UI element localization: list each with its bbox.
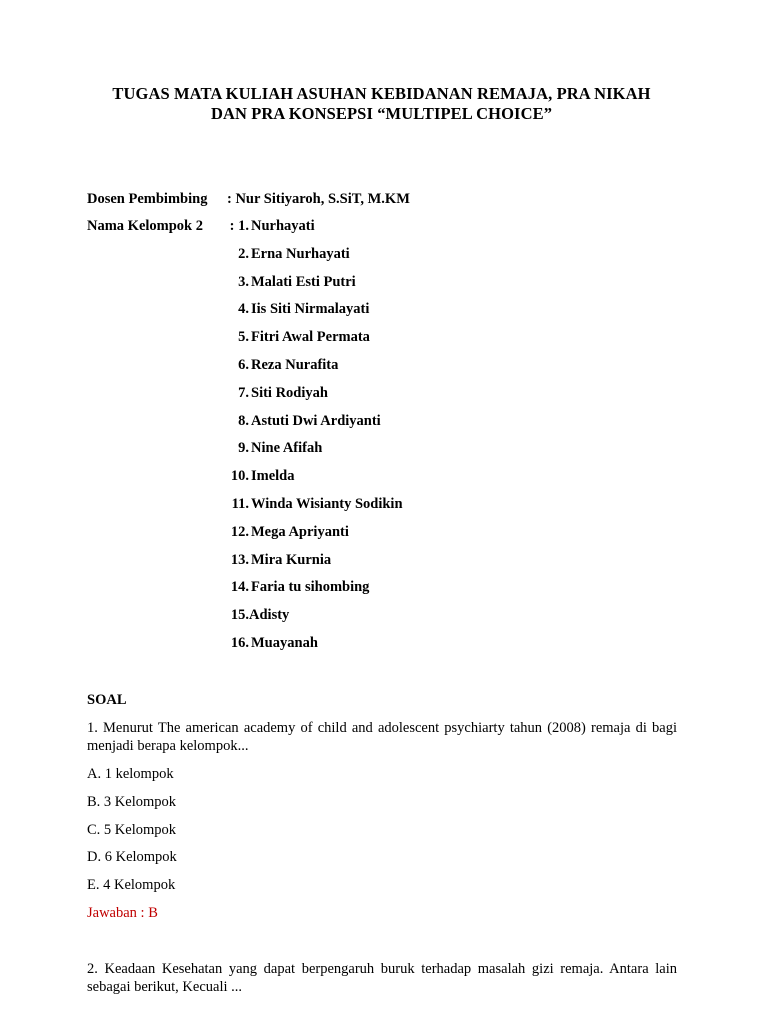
member-name: Nine Afifah bbox=[251, 440, 323, 457]
question-2-text: 2. Keadaan Kesehatan yang dapat berpengaruh buruk terhadap masalah gizi remaja. Antara lain sebagai berikut, Kecuali ... bbox=[87, 961, 677, 995]
member-number: 9. bbox=[238, 440, 249, 457]
question-1-option-d: D. 6 Kelompok bbox=[87, 849, 177, 865]
member-number: 3. bbox=[238, 273, 249, 290]
member-name: Faria tu sihombing bbox=[251, 579, 370, 596]
member-item bbox=[225, 328, 403, 356]
member-name: Muayanah bbox=[251, 634, 318, 651]
member-item bbox=[201, 217, 403, 245]
member-number: 5. bbox=[238, 329, 249, 346]
member-number: 8. bbox=[238, 412, 249, 429]
dosen-label: Dosen Pembimbing bbox=[87, 191, 208, 207]
member-item bbox=[225, 606, 403, 634]
member-name: Erna Nurhayati bbox=[251, 245, 350, 262]
member-item bbox=[225, 439, 403, 467]
member-item bbox=[225, 245, 403, 273]
soal-heading: SOAL bbox=[87, 692, 127, 708]
member-name: Malati Esti Putri bbox=[251, 273, 356, 290]
question-1-option-b: B. 3 Kelompok bbox=[87, 794, 177, 810]
member-number: 11. bbox=[231, 495, 249, 512]
member-item bbox=[225, 634, 403, 662]
member-number: 2. bbox=[238, 245, 249, 262]
member-item bbox=[225, 273, 403, 301]
member-name: Siti Rodiyah bbox=[251, 384, 328, 401]
member-name: Fitri Awal Permata bbox=[251, 329, 370, 346]
member-name: Reza Nurafita bbox=[251, 356, 339, 373]
question-1-option-a: A. 1 kelompok bbox=[87, 766, 174, 782]
member-number: 12. bbox=[230, 523, 249, 540]
member-name: Imelda bbox=[251, 468, 295, 485]
member-number: : 1. bbox=[229, 218, 249, 234]
member-name: Iis Siti Nirmalayati bbox=[251, 301, 370, 318]
member-list bbox=[225, 217, 403, 662]
question-1-text: 1. Menurut The american academy of child and adolescent psychiarty tahun (2008) remaja di bagi menjadi berapa kelompok... bbox=[87, 720, 677, 754]
member-item bbox=[225, 578, 403, 606]
title-line-2: DAN PRA KONSEPSI “MULTIPEL CHOICE” bbox=[210, 104, 553, 123]
member-number: 7. bbox=[238, 384, 249, 401]
member-number: 4. bbox=[238, 301, 249, 318]
member-item bbox=[225, 412, 403, 440]
question-1-answer: Jawaban : B bbox=[87, 905, 158, 921]
member-name: Nurhayati bbox=[251, 218, 315, 234]
dosen-row bbox=[87, 190, 410, 208]
member-item bbox=[225, 384, 403, 412]
member-name: Adisty bbox=[249, 607, 290, 624]
member-name: Mira Kurnia bbox=[251, 551, 332, 568]
dosen-value: : Nur Sitiyaroh, S.SiT, M.KM bbox=[227, 191, 410, 207]
member-item bbox=[225, 523, 403, 551]
member-item bbox=[225, 467, 403, 495]
member-number: 13. bbox=[230, 551, 249, 568]
member-name: Astuti Dwi Ardiyanti bbox=[251, 412, 381, 429]
member-item bbox=[225, 300, 403, 328]
question-1-option-e: E. 4 Kelompok bbox=[87, 877, 176, 893]
member-number: 6. bbox=[238, 356, 249, 373]
member-item bbox=[225, 551, 403, 579]
member-number: 14. bbox=[230, 579, 249, 596]
kelompok-label: Nama Kelompok 2 bbox=[87, 218, 203, 234]
member-item bbox=[225, 495, 403, 523]
question-1-option-c: C. 5 Kelompok bbox=[87, 822, 177, 838]
member-number: 10. bbox=[230, 468, 249, 485]
title-line-1: TUGAS MATA KULIAH ASUHAN KEBIDANAN REMAJA, PRA NIKAH bbox=[112, 84, 651, 103]
document-title bbox=[86, 84, 677, 124]
member-number: 16. bbox=[230, 634, 249, 651]
member-name: Winda Wisianty Sodikin bbox=[251, 495, 403, 512]
member-name: Mega Apriyanti bbox=[251, 523, 349, 540]
member-item bbox=[225, 356, 403, 384]
member-number: 15. bbox=[230, 607, 249, 624]
